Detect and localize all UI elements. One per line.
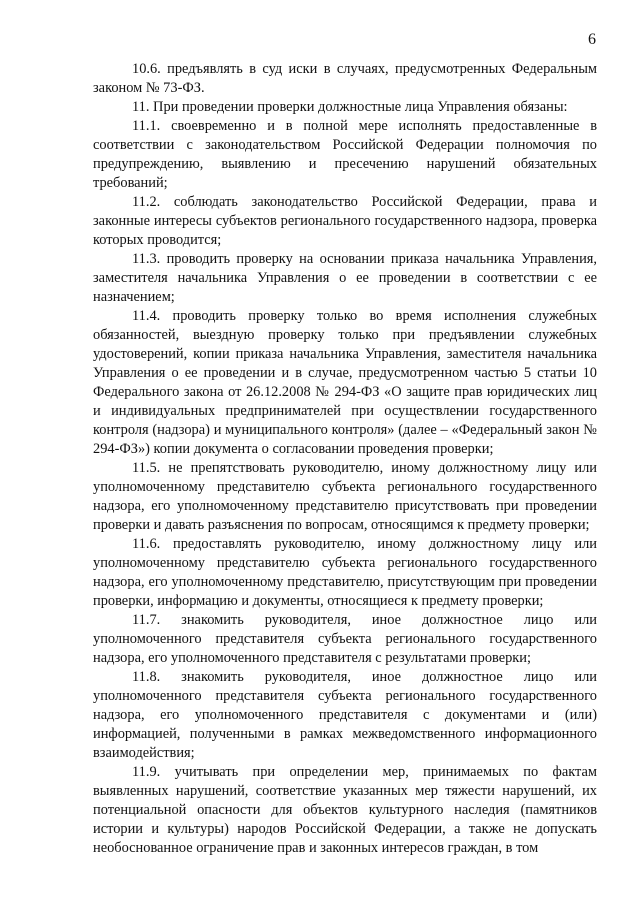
- document-body: [93, 60, 597, 858]
- paragraph-11-5: 11.5. не препятствовать руководителю, иному должностному лицу или уполномоченному представителю субъекта регионального государственного надзора, его уполномоченному представителю присутствовать при проведении проверки и давать разъяснения по вопросам, относящимся к предмету проверки;: [93, 460, 597, 533]
- paragraph-11-8: 11.8. знакомить руководителя, иное должностное лицо или уполномоченного представителя субъекта регионального государственного надзора, его уполномоченного представителя с документами и (или) информацией, полученными в рамках межведомственного информационного взаимодействия;: [93, 669, 597, 761]
- paragraph-11-2: 11.2. соблюдать законодательство Российской Федерации, права и законные интересы субъектов регионального государственного надзора, проверка которых проводится;: [93, 194, 597, 248]
- paragraph-11-4: 11.4. проводить проверку только во время исполнения служебных обязанностей, выездную проверку только при предъявлении служебных удостоверений, копии приказа начальника Управления, заместителя начальника Управления о ее проведении и в случае, предусмотренном частью 5 статьи 10 Федерального закона от 26.12.2008 № 294-ФЗ «О защите прав юридических лиц и индивидуальных предпринимателей при осуществлении государственного контроля (надзора) и муниципального контроля» (далее – «Федеральный закон № 294-ФЗ») копии документа о согласовании проведения проверки;: [93, 308, 597, 457]
- paragraph-11-6: 11.6. предоставлять руководителю, иному должностному лицу или уполномоченному представителю субъекта регионального государственного надзора, его уполномоченному представителю, присутствующим при проведении проверки, информацию и документы, относящиеся к предмету проверки;: [93, 536, 597, 609]
- page-number: 6: [588, 31, 596, 48]
- paragraph-11-3: 11.3. проводить проверку на основании приказа начальника Управления, заместителя начальника Управления о ее проведении в соответствии с ее назначением;: [93, 251, 597, 305]
- paragraph-11-7: 11.7. знакомить руководителя, иное должностное лицо или уполномоченного представителя субъекта регионального государственного надзора, его уполномоченного представителя с результатами проверки;: [93, 612, 597, 666]
- paragraph-11: 11. При проведении проверки должностные лица Управления обязаны:: [132, 99, 568, 115]
- paragraph-11-1: 11.1. своевременно и в полной мере исполнять предоставленные в соответствии с законодательством Российской Федерации полномочия по предупреждению, выявлению и пресечению нарушений обязательных требований;: [93, 118, 597, 191]
- paragraph-11-9: 11.9. учитывать при определении мер, принимаемых по фактам выявленных нарушений, соответствие указанных мер тяжести нарушений, их потенциальной опасности для объектов культурного наследия (памятников истории и культуры) народов Российской Федерации, а также не допускать необоснованное ограничение прав и законных интересов граждан, в том: [93, 764, 597, 856]
- paragraph-10-6: 10.6. предъявлять в суд иски в случаях, предусмотренных Федеральным законом № 73-ФЗ.: [93, 61, 597, 96]
